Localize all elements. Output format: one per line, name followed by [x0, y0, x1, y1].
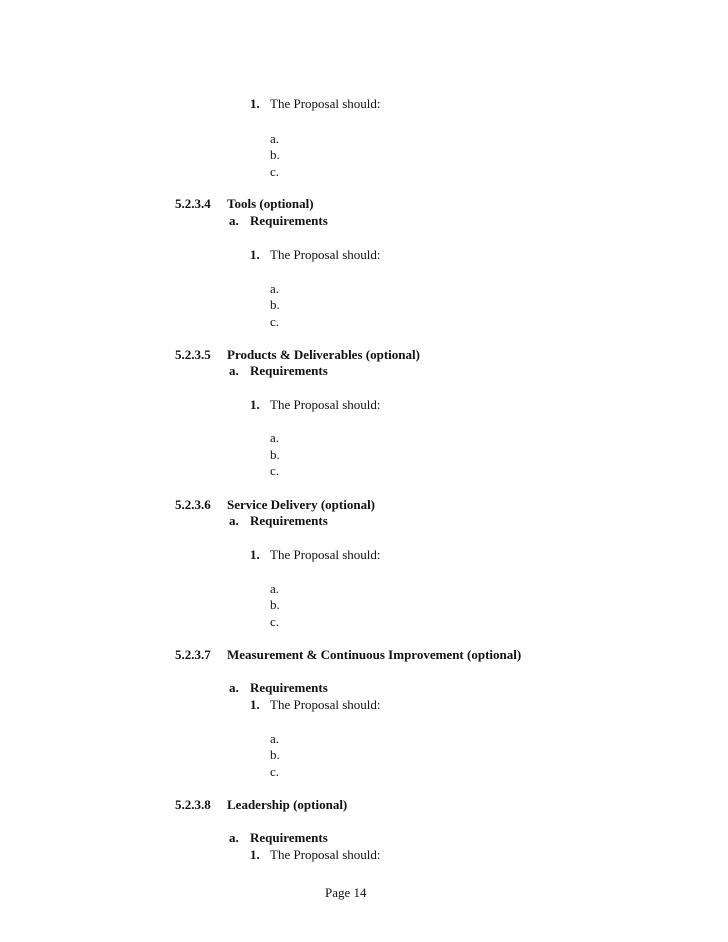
section-number: 5.2.3.7 [175, 647, 211, 662]
section-title: Tools (optional) [227, 196, 314, 211]
subitem-b: b. [270, 747, 280, 762]
requirements-letter: a. [229, 213, 239, 228]
numbered-item [250, 247, 381, 263]
page-number: Page 14 [325, 885, 367, 900]
subitem-a: a. [270, 581, 280, 596]
item-number: 1. [250, 96, 260, 111]
subitem-b: b. [270, 447, 280, 462]
requirements-letter: a. [229, 363, 239, 378]
section-heading-5-2-3-4 [175, 196, 314, 212]
subitem-b: b. [270, 147, 280, 162]
subitem-c: c. [270, 164, 280, 179]
requirements-letter: a. [229, 513, 239, 528]
subitem-a: a. [270, 731, 280, 746]
subitem-c: c. [270, 614, 280, 629]
item-text: The Proposal should: [270, 847, 381, 862]
requirements-heading [229, 513, 328, 529]
numbered-item [250, 697, 381, 713]
requirements-letter: a. [229, 680, 239, 695]
item-number: 1. [250, 247, 260, 262]
requirements-heading [229, 363, 328, 379]
numbered-item [250, 397, 381, 413]
subitem-a: a. [270, 430, 280, 445]
requirements-heading [229, 213, 328, 229]
requirements-heading [229, 680, 328, 696]
requirements-letter: a. [229, 830, 239, 845]
item-number: 1. [250, 697, 260, 712]
top-numbered-item [250, 96, 381, 112]
section-number: 5.2.3.5 [175, 347, 211, 362]
item-text: The Proposal should: [270, 247, 381, 262]
subitem-a: a. [270, 131, 280, 146]
section-number: 5.2.3.6 [175, 497, 211, 512]
subitem-a: a. [270, 281, 280, 296]
section-number: 5.2.3.4 [175, 196, 211, 211]
section-number: 5.2.3.8 [175, 797, 211, 812]
requirements-label: Requirements [250, 830, 328, 845]
section-title: Products & Deliverables (optional) [227, 347, 420, 362]
subitem-c: c. [270, 463, 280, 478]
section-heading-5-2-3-5 [175, 347, 420, 363]
requirements-label: Requirements [250, 363, 328, 378]
requirements-label: Requirements [250, 213, 328, 228]
item-text: The Proposal should: [270, 397, 381, 412]
item-number: 1. [250, 397, 260, 412]
subitem-b: b. [270, 597, 280, 612]
requirements-heading [229, 830, 328, 846]
numbered-item [250, 547, 381, 563]
item-text: The Proposal should: [270, 96, 381, 111]
item-text: The Proposal should: [270, 697, 381, 712]
section-title: Leadership (optional) [227, 797, 348, 812]
item-text: The Proposal should: [270, 547, 381, 562]
item-number: 1. [250, 547, 260, 562]
section-heading-5-2-3-6 [175, 497, 375, 513]
subitem-c: c. [270, 764, 280, 779]
numbered-item [250, 847, 381, 863]
requirements-label: Requirements [250, 680, 328, 695]
item-number: 1. [250, 847, 260, 862]
requirements-label: Requirements [250, 513, 328, 528]
section-heading-5-2-3-8 [175, 797, 347, 813]
subitem-c: c. [270, 314, 280, 329]
section-heading-5-2-3-7 [175, 647, 521, 663]
section-title: Service Delivery (optional) [227, 497, 376, 512]
section-title: Measurement & Continuous Improvement (optional) [227, 647, 522, 662]
subitem-b: b. [270, 297, 280, 312]
